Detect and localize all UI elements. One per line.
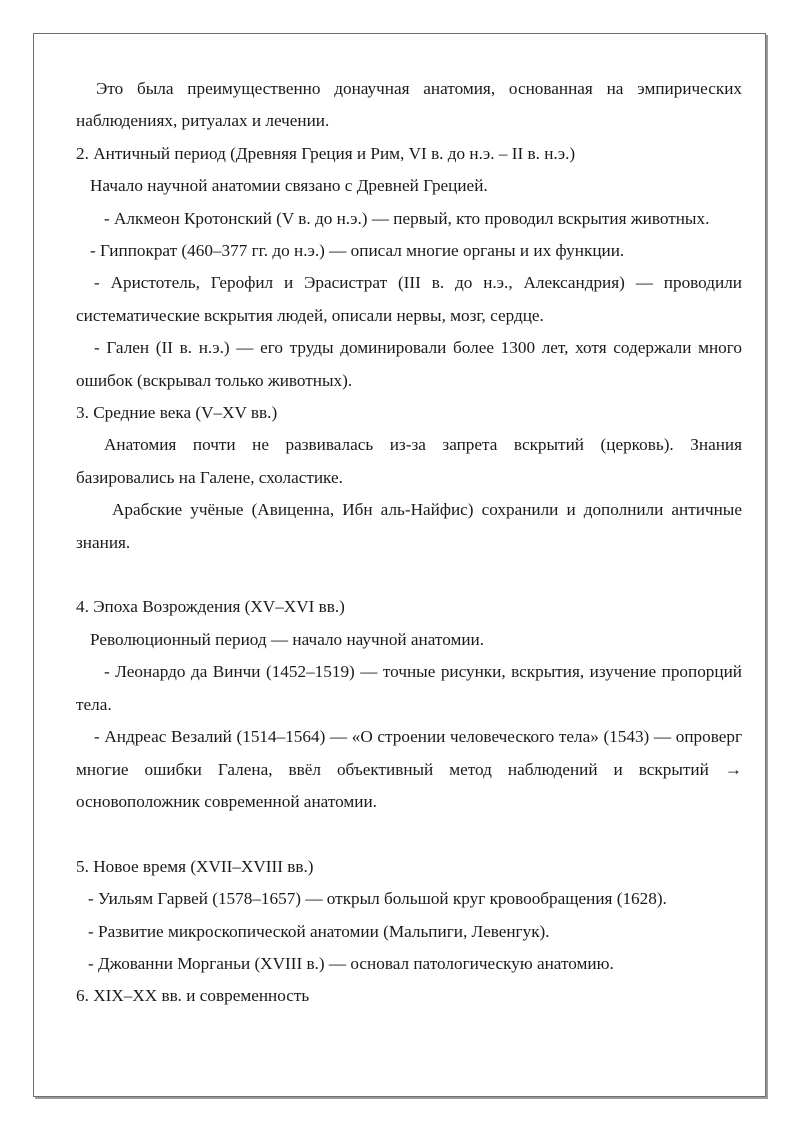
paragraph: - Андреас Везалий (1514–1564) — «О строении человеческого тела» (1543) — опроверг многие ошибки Галена, ввёл объективный метод наблюдений и вскрытий → основоположник современной анатомии. — [76, 727, 742, 811]
paragraph: Арабские учёные (Авиценна, Ибн аль-Найфис) сохранили и дополнили античные знания. — [76, 500, 742, 552]
paragraph: - Уильям Гарвей (1578–1657) — открыл большой круг кровообращения (1628). — [88, 889, 667, 909]
paragraph: 4. Эпоха Возрождения (XV–XVI вв.) — [76, 597, 345, 617]
paragraph: - Джованни Морганьи (XVIII в.) — основал патологическую анатомию. — [88, 953, 614, 973]
document-body — [76, 73, 742, 1013]
blank-line — [76, 818, 742, 850]
paragraph: 6. XIX–XX вв. и современность — [76, 986, 310, 1006]
paragraph: 2. Античный период (Древняя Греция и Рим, VI в. до н.э. – II в. н.э.) — [76, 143, 576, 163]
paragraph: - Аристотель, Герофил и Эрасистрат (III в. до н.э., Александрия) — проводили систематические вскрытия людей, описали нервы, мозг, сердце. — [76, 273, 742, 325]
paragraph: 5. Новое время (XVII–XVIII вв.) — [76, 856, 314, 876]
paragraph: 3. Средние века (V–XV вв.) — [76, 403, 278, 423]
paragraph: Начало научной анатомии связано с Древней Грецией. — [90, 176, 488, 196]
paragraph: Революционный период — начало научной анатомии. — [90, 629, 485, 649]
paragraph: - Развитие микроскопической анатомии (Мальпиги, Левенгук). — [88, 921, 550, 941]
paragraph: - Гален (II в. н.э.) — его труды доминировали более 1300 лет, хотя содержали много ошибок (вскрывал только животных). — [76, 338, 742, 390]
paragraph: - Гиппократ (460–377 гг. до н.э.) — описал многие органы и их функции. — [90, 241, 625, 261]
paragraph: Это была преимущественно донаучная анатомия, основанная на эмпирических наблюдениях, ритуалах и лечении. — [76, 79, 742, 131]
blank-line — [76, 559, 742, 591]
paragraph: - Алкмеон Кротонский (V в. до н.э.) — первый, кто проводил вскрытия животных. — [104, 208, 710, 228]
paragraph: Анатомия почти не развивалась из-за запрета вскрытий (церковь). Знания базировались на Галене, схоластике. — [76, 435, 742, 487]
paragraph: - Леонардо да Винчи (1452–1519) — точные рисунки, вскрытия, изучение пропорций тела. — [76, 662, 742, 714]
